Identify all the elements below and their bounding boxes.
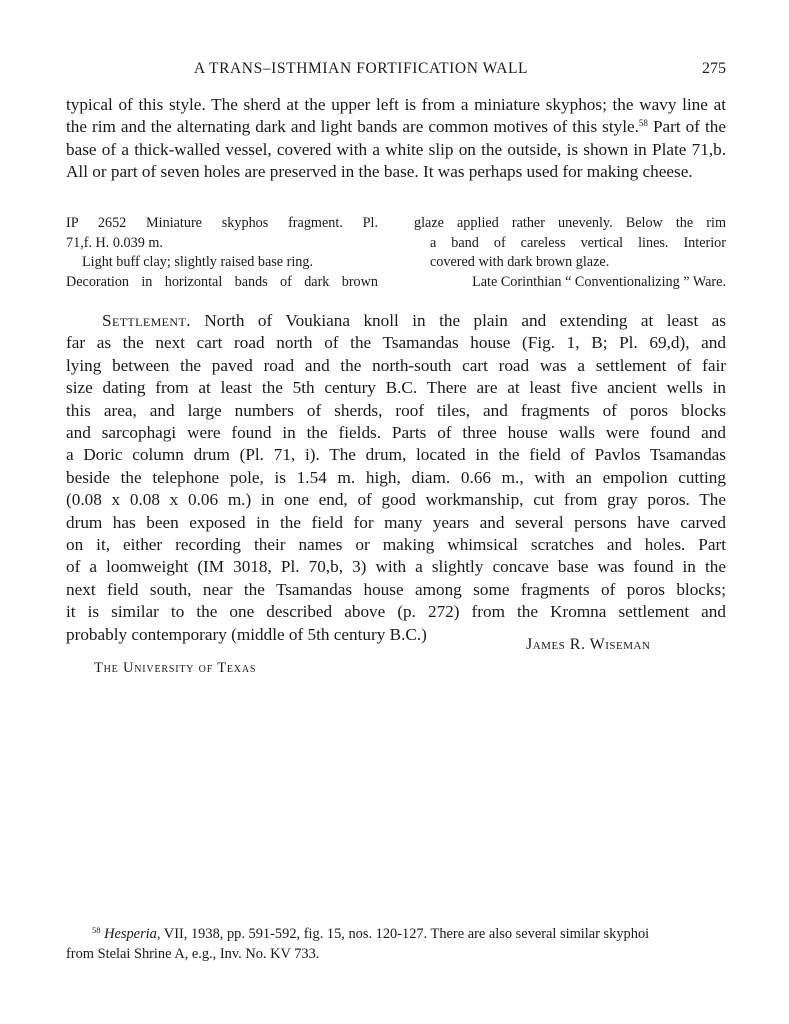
catalog-line: 71,f. H. 0.039 m. xyxy=(66,234,163,251)
footnote xyxy=(66,924,726,964)
settlement-line: of a loomweight (IM 3018, Pl. 70,b, 3) with a slightly concave base was found in the xyxy=(66,557,726,577)
footnote-journal: Hesperia xyxy=(104,926,157,942)
catalog-line: Late Corinthian “ Conventionalizing ” Ware. xyxy=(472,273,726,290)
catalog-line: covered with dark brown glaze. xyxy=(430,254,610,271)
catalog-line: IP 2652 Miniature skyphos fragment. Pl. xyxy=(66,215,378,231)
footnote-line: $^{58}$ Hesperia, VII, 1938, pp. 591-592, fig. 15, nos. 120-127. There are also several similar skyphoi xyxy=(92,925,650,942)
settlement-line: lying between the paved road and the north-south cart road was a settlement of fair xyxy=(66,355,726,375)
settlement-line: this area, and large numbers of sherds, roof tiles, and fragments of poros blocks xyxy=(66,400,726,420)
footnote-reference[interactable]: 58 xyxy=(638,118,648,129)
settlement-line: drum has been exposed in the field for many years and several persons have carved xyxy=(66,512,726,532)
catalog-line: glaze applied rather unevenly. Below the rim xyxy=(414,215,726,231)
running-head xyxy=(66,58,726,82)
section-heading: Settlement. xyxy=(102,311,191,330)
settlement-line: a Doric column drum (Pl. 71, i). The drum, located in the field of Pavlos Tsamandas xyxy=(66,445,726,465)
intro-paragraph xyxy=(66,94,726,184)
catalog-right-column xyxy=(414,214,726,292)
settlement-line: probably contemporary (middle of 5th century B.C.) xyxy=(66,624,427,644)
settlement-line: and sarcophagi were found in the fields. Parts of three house walls were found and xyxy=(66,423,726,443)
intro-text-part2: Part of the base of a thick-walled vessel, covered with a white slip on the outside, is shown in Plate 71,b. All or part of seven holes are preserved in the base. It was perhaps used for making cheese. xyxy=(66,117,726,182)
catalog-entry xyxy=(66,214,726,290)
settlement-line: on it, either recording their names or making whimsical scratches and holes. Part xyxy=(66,535,726,555)
catalog-left-column xyxy=(66,214,378,292)
settlement-line: beside the telephone pole, is 1.54 m. high, diam. 0.66 m., with an empolion cutting xyxy=(66,467,726,487)
running-head-title: A TRANS–ISTHMIAN FORTIFICATION WALL xyxy=(193,60,529,77)
settlement-paragraph xyxy=(66,310,726,646)
settlement-line: next field south, near the Tsamandas house among some fragments of poros blocks; xyxy=(66,579,726,599)
settlement-line: size dating from at least the 5th century B.C. There are at least five ancient wells in xyxy=(66,378,726,398)
intro-text-part1: typical of this style. The sherd at the upper left is from a miniature skyphos; the wavy line at the rim and the alternating dark and light bands are common motives of this style. xyxy=(66,95,726,137)
author-affiliation: The University of Texas xyxy=(94,660,257,676)
settlement-line: Settlement. North of Voukiana knoll in the plain and extending at least as xyxy=(102,311,726,330)
settlement-line: (0.08 x 0.08 x 0.06 m.) in one end, of good workmanship, cut from gray poros. The xyxy=(66,490,726,510)
footnote-line: from Stelai Shrine A, e.g., Inv. No. KV 733. xyxy=(66,946,320,962)
catalog-line: Decoration in horizontal bands of dark brown xyxy=(66,273,378,290)
catalog-line: a band of careless vertical lines. Interior xyxy=(430,234,726,251)
catalog-line: Light buff clay; slightly raised base ring. xyxy=(82,254,314,271)
settlement-line: it is similar to the one described above (p. 272) from the Kromna settlement and xyxy=(66,602,726,622)
settlement-line: far as the next cart road north of the Tsamandas house (Fig. 1, B; Pl. 69,d), and xyxy=(66,333,726,353)
author-signature: James R. Wiseman xyxy=(526,636,651,653)
footnote-number: 58 xyxy=(92,925,101,935)
page-number: 275 xyxy=(702,60,726,77)
